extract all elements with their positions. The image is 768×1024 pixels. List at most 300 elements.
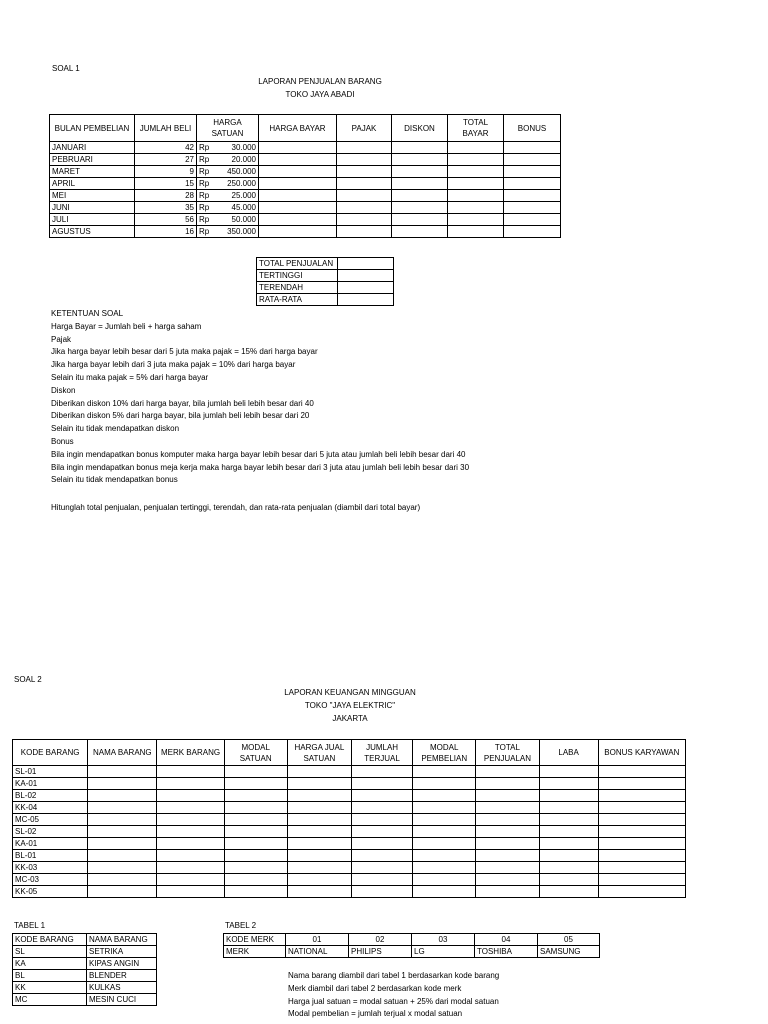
tabel1-label: TABEL 1 bbox=[14, 921, 46, 930]
sales-table bbox=[49, 114, 561, 238]
empty-cell bbox=[259, 190, 337, 202]
tabel1-cell: MC bbox=[13, 994, 87, 1006]
empty-cell bbox=[504, 190, 561, 202]
harga-value: 20.000 bbox=[231, 155, 256, 164]
finance-header: NAMA BARANG bbox=[88, 740, 157, 766]
summary-value bbox=[338, 270, 394, 282]
empty-cell bbox=[539, 802, 598, 814]
cell-harga bbox=[197, 190, 259, 202]
empty-cell bbox=[337, 214, 392, 226]
finance-header: TOTAL PENJUALAN bbox=[476, 740, 539, 766]
empty-cell bbox=[224, 838, 287, 850]
empty-cell bbox=[448, 226, 504, 238]
cell-harga bbox=[197, 202, 259, 214]
finance-header: BONUS KARYAWAN bbox=[598, 740, 685, 766]
empty-cell bbox=[157, 874, 224, 886]
empty-cell bbox=[476, 766, 539, 778]
tabel1-cell: KK bbox=[13, 982, 87, 994]
cell-kode-barang: BL-01 bbox=[13, 850, 88, 862]
tabel1-cell: KA bbox=[13, 958, 87, 970]
empty-cell bbox=[287, 838, 351, 850]
tabel1-row bbox=[13, 946, 157, 958]
empty-cell bbox=[448, 190, 504, 202]
empty-cell bbox=[224, 826, 287, 838]
empty-cell bbox=[88, 850, 157, 862]
harga-value: 350.000 bbox=[227, 227, 256, 236]
empty-cell bbox=[287, 802, 351, 814]
harga-value: 45.000 bbox=[231, 203, 256, 212]
currency-label: Rp bbox=[199, 179, 210, 188]
empty-cell bbox=[224, 814, 287, 826]
finance-header: HARGA JUAL SATUAN bbox=[287, 740, 351, 766]
empty-cell bbox=[157, 778, 224, 790]
empty-cell bbox=[287, 766, 351, 778]
empty-cell bbox=[504, 154, 561, 166]
harga-value: 450.000 bbox=[227, 167, 256, 176]
tabel2-cell: 02 bbox=[349, 934, 412, 946]
empty-cell bbox=[224, 850, 287, 862]
cell-bulan: APRIL bbox=[50, 178, 135, 190]
empty-cell bbox=[504, 166, 561, 178]
rule-line: Diskon bbox=[51, 385, 76, 395]
empty-cell bbox=[539, 778, 598, 790]
harga-value: 25.000 bbox=[231, 191, 256, 200]
empty-cell bbox=[539, 862, 598, 874]
empty-cell bbox=[88, 838, 157, 850]
empty-cell bbox=[224, 778, 287, 790]
empty-cell bbox=[598, 778, 685, 790]
empty-cell bbox=[337, 154, 392, 166]
empty-cell bbox=[413, 790, 476, 802]
rule-line: Bila ingin mendapatkan bonus komputer maka harga bayar lebih besar dari 5 juta atau jumlah beli lebih besar dari 40 bbox=[51, 449, 466, 459]
summary-row bbox=[257, 282, 394, 294]
empty-cell bbox=[157, 766, 224, 778]
empty-cell bbox=[259, 226, 337, 238]
tabel2-row bbox=[224, 946, 600, 958]
currency-label: Rp bbox=[199, 203, 210, 212]
currency-label: Rp bbox=[199, 191, 210, 200]
cell-kode-barang: KK-04 bbox=[13, 802, 88, 814]
empty-cell bbox=[224, 874, 287, 886]
empty-cell bbox=[413, 874, 476, 886]
finance-row bbox=[13, 850, 686, 862]
tabel1-cell: KULKAS bbox=[87, 982, 157, 994]
empty-cell bbox=[392, 178, 448, 190]
tabel1-header-row bbox=[13, 934, 157, 946]
empty-cell bbox=[88, 826, 157, 838]
cell-bulan: JUNI bbox=[50, 202, 135, 214]
empty-cell bbox=[157, 838, 224, 850]
empty-cell bbox=[224, 802, 287, 814]
finance-row bbox=[13, 874, 686, 886]
summary-value bbox=[338, 282, 394, 294]
tabel1-header: KODE BARANG bbox=[13, 934, 87, 946]
cell-jumlah: 9 bbox=[135, 166, 197, 178]
empty-cell bbox=[448, 142, 504, 154]
soal1-title: LAPORAN PENJUALAN BARANG bbox=[258, 77, 382, 86]
empty-cell bbox=[287, 874, 351, 886]
sales-row bbox=[50, 202, 561, 214]
empty-cell bbox=[413, 802, 476, 814]
summary-label: TOTAL PENJUALAN bbox=[257, 258, 338, 270]
empty-cell bbox=[413, 850, 476, 862]
tabel2-cell: SAMSUNG bbox=[538, 946, 600, 958]
cell-kode-barang: MC-03 bbox=[13, 874, 88, 886]
rule-line: Jika harga bayar lebih besar dari 5 juta maka pajak = 15% dari harga bayar bbox=[51, 347, 318, 357]
empty-cell bbox=[413, 814, 476, 826]
rule-line: KETENTUAN SOAL bbox=[51, 309, 124, 318]
rule-line: Selain itu tidak mendapatkan bonus bbox=[51, 475, 178, 485]
empty-cell bbox=[413, 862, 476, 874]
tabel2-cell: 04 bbox=[475, 934, 538, 946]
tabel2-cell: PHILIPS bbox=[349, 946, 412, 958]
soal1-label: SOAL 1 bbox=[52, 64, 80, 73]
cell-jumlah: 15 bbox=[135, 178, 197, 190]
empty-cell bbox=[598, 790, 685, 802]
rule-line: Diberikan diskon 10% dari harga bayar, bila jumlah beli lebih besar dari 40 bbox=[51, 398, 314, 408]
sales-row bbox=[50, 154, 561, 166]
cell-bulan: AGUSTUS bbox=[50, 226, 135, 238]
tabel2-label: TABEL 2 bbox=[225, 921, 257, 930]
empty-cell bbox=[337, 190, 392, 202]
empty-cell bbox=[351, 838, 412, 850]
empty-cell bbox=[224, 886, 287, 898]
empty-cell bbox=[539, 826, 598, 838]
empty-cell bbox=[504, 142, 561, 154]
rule-line: Pajak bbox=[51, 334, 72, 344]
empty-cell bbox=[88, 814, 157, 826]
finance-row bbox=[13, 778, 686, 790]
empty-cell bbox=[88, 790, 157, 802]
currency-label: Rp bbox=[199, 167, 210, 176]
finance-row bbox=[13, 790, 686, 802]
finance-table bbox=[12, 739, 686, 898]
empty-cell bbox=[88, 778, 157, 790]
finance-row bbox=[13, 838, 686, 850]
tabel2 bbox=[223, 933, 600, 958]
cell-kode-barang: KK-05 bbox=[13, 886, 88, 898]
empty-cell bbox=[539, 814, 598, 826]
empty-cell bbox=[539, 766, 598, 778]
cell-jumlah: 35 bbox=[135, 202, 197, 214]
empty-cell bbox=[598, 874, 685, 886]
cell-harga bbox=[197, 154, 259, 166]
empty-cell bbox=[476, 850, 539, 862]
empty-cell bbox=[539, 850, 598, 862]
cell-kode-barang: KA-01 bbox=[13, 838, 88, 850]
sales-row bbox=[50, 214, 561, 226]
empty-cell bbox=[88, 862, 157, 874]
empty-cell bbox=[351, 874, 412, 886]
empty-cell bbox=[392, 154, 448, 166]
empty-cell bbox=[259, 214, 337, 226]
empty-cell bbox=[224, 790, 287, 802]
soal2-city: JAKARTA bbox=[332, 714, 368, 723]
empty-cell bbox=[413, 886, 476, 898]
cell-harga bbox=[197, 142, 259, 154]
summary-row bbox=[257, 270, 394, 282]
empty-cell bbox=[351, 790, 412, 802]
empty-cell bbox=[337, 202, 392, 214]
note-line: Nama barang diambil dari tabel 1 berdasarkan kode barang bbox=[288, 971, 500, 980]
summary-label: TERENDAH bbox=[257, 282, 338, 294]
empty-cell bbox=[287, 850, 351, 862]
finance-row bbox=[13, 802, 686, 814]
empty-cell bbox=[392, 202, 448, 214]
rules-block bbox=[51, 308, 469, 487]
cell-jumlah: 16 bbox=[135, 226, 197, 238]
harga-value: 250.000 bbox=[227, 179, 256, 188]
tabel1-row bbox=[13, 970, 157, 982]
cell-kode-barang: SL-01 bbox=[13, 766, 88, 778]
empty-cell bbox=[157, 862, 224, 874]
soal2-subtitle: TOKO "JAYA ELEKTRIC" bbox=[304, 701, 396, 710]
note-line: Merk diambil dari tabel 2 berdasarkan kode merk bbox=[288, 983, 462, 993]
empty-cell bbox=[157, 802, 224, 814]
finance-header: MERK BARANG bbox=[157, 740, 224, 766]
soal2-title: LAPORAN KEUANGAN MINGGUAN bbox=[284, 688, 416, 697]
empty-cell bbox=[337, 226, 392, 238]
empty-cell bbox=[598, 862, 685, 874]
empty-cell bbox=[598, 886, 685, 898]
empty-cell bbox=[413, 778, 476, 790]
empty-cell bbox=[351, 886, 412, 898]
cell-harga bbox=[197, 166, 259, 178]
empty-cell bbox=[476, 874, 539, 886]
empty-cell bbox=[337, 166, 392, 178]
finance-row bbox=[13, 814, 686, 826]
empty-cell bbox=[476, 790, 539, 802]
finance-header: JUMLAH TERJUAL bbox=[351, 740, 412, 766]
summary-label: RATA-RATA bbox=[257, 294, 338, 306]
currency-label: Rp bbox=[199, 215, 210, 224]
sales-row bbox=[50, 226, 561, 238]
summary-value bbox=[338, 294, 394, 306]
tabel1 bbox=[12, 933, 157, 1006]
currency-label: Rp bbox=[199, 227, 210, 236]
empty-cell bbox=[598, 826, 685, 838]
finance-row bbox=[13, 766, 686, 778]
tabel2-cell: 05 bbox=[538, 934, 600, 946]
tabel1-cell: SETRIKA bbox=[87, 946, 157, 958]
finance-row bbox=[13, 862, 686, 874]
tabel1-cell: MESIN CUCI bbox=[87, 994, 157, 1006]
empty-cell bbox=[448, 178, 504, 190]
empty-cell bbox=[392, 142, 448, 154]
tabel2-row bbox=[224, 934, 600, 946]
cell-jumlah: 28 bbox=[135, 190, 197, 202]
empty-cell bbox=[413, 766, 476, 778]
header-pajak: PAJAK bbox=[337, 115, 392, 142]
empty-cell bbox=[287, 826, 351, 838]
tabel1-row bbox=[13, 994, 157, 1006]
empty-cell bbox=[476, 826, 539, 838]
empty-cell bbox=[287, 886, 351, 898]
header-harga-bayar: HARGA BAYAR bbox=[259, 115, 337, 142]
finance-header: LABA bbox=[539, 740, 598, 766]
cell-kode-barang: BL-02 bbox=[13, 790, 88, 802]
finance-row bbox=[13, 886, 686, 898]
header-total-bayar: TOTAL BAYAR bbox=[448, 115, 504, 142]
empty-cell bbox=[287, 778, 351, 790]
empty-cell bbox=[476, 778, 539, 790]
finance-header: MODAL PEMBELIAN bbox=[413, 740, 476, 766]
empty-cell bbox=[448, 202, 504, 214]
cell-jumlah: 42 bbox=[135, 142, 197, 154]
empty-cell bbox=[504, 226, 561, 238]
empty-cell bbox=[413, 838, 476, 850]
cell-bulan: MARET bbox=[50, 166, 135, 178]
header-jumlah-beli: JUMLAH BELI bbox=[135, 115, 197, 142]
tabel2-cell: 01 bbox=[286, 934, 349, 946]
empty-cell bbox=[259, 142, 337, 154]
soal2-label: SOAL 2 bbox=[14, 675, 42, 684]
tabel2-cell: MERK bbox=[224, 946, 286, 958]
header-harga-satuan: HARGA SATUAN bbox=[197, 115, 259, 142]
header-bulan-pembelian: BULAN PEMBELIAN bbox=[50, 115, 135, 142]
empty-cell bbox=[539, 790, 598, 802]
tabel1-header: NAMA BARANG bbox=[87, 934, 157, 946]
summary-row bbox=[257, 258, 394, 270]
empty-cell bbox=[259, 154, 337, 166]
empty-cell bbox=[539, 886, 598, 898]
empty-cell bbox=[539, 838, 598, 850]
empty-cell bbox=[88, 886, 157, 898]
empty-cell bbox=[448, 214, 504, 226]
empty-cell bbox=[504, 214, 561, 226]
sales-row bbox=[50, 178, 561, 190]
cell-kode-barang: KK-03 bbox=[13, 862, 88, 874]
empty-cell bbox=[337, 142, 392, 154]
rule-line: Diberikan diskon 5% dari harga bayar, bila jumlah beli lebih besar dari 20 bbox=[51, 411, 310, 421]
tabel1-cell: SL bbox=[13, 946, 87, 958]
sales-row bbox=[50, 142, 561, 154]
cell-harga bbox=[197, 214, 259, 226]
tabel2-cell: NATIONAL bbox=[286, 946, 349, 958]
empty-cell bbox=[259, 166, 337, 178]
cell-kode-barang: MC-05 bbox=[13, 814, 88, 826]
empty-cell bbox=[476, 862, 539, 874]
empty-cell bbox=[287, 862, 351, 874]
empty-cell bbox=[351, 802, 412, 814]
cell-jumlah: 56 bbox=[135, 214, 197, 226]
tabel2-cell: LG bbox=[412, 946, 475, 958]
empty-cell bbox=[88, 874, 157, 886]
cell-bulan: JULI bbox=[50, 214, 135, 226]
tabel1-cell: KIPAS ANGIN bbox=[87, 958, 157, 970]
empty-cell bbox=[392, 166, 448, 178]
empty-cell bbox=[504, 178, 561, 190]
empty-cell bbox=[287, 814, 351, 826]
empty-cell bbox=[539, 874, 598, 886]
empty-cell bbox=[351, 766, 412, 778]
empty-cell bbox=[598, 814, 685, 826]
empty-cell bbox=[157, 790, 224, 802]
empty-cell bbox=[598, 838, 685, 850]
sales-row bbox=[50, 166, 561, 178]
tabel1-row bbox=[13, 982, 157, 994]
tabel1-cell: BLENDER bbox=[87, 970, 157, 982]
empty-cell bbox=[88, 802, 157, 814]
empty-cell bbox=[476, 802, 539, 814]
empty-cell bbox=[413, 826, 476, 838]
tabel2-cell: 03 bbox=[412, 934, 475, 946]
finance-row bbox=[13, 826, 686, 838]
cell-kode-barang: KA-01 bbox=[13, 778, 88, 790]
rule-line: Bila ingin mendapatkan bonus meja kerja maka harga bayar lebih besar dari 3 juta atau jumlah beli lebih besar dari 30 bbox=[51, 462, 470, 472]
empty-cell bbox=[351, 826, 412, 838]
summary-table bbox=[256, 257, 394, 306]
sales-row bbox=[50, 190, 561, 202]
empty-cell bbox=[157, 850, 224, 862]
note-line: Harga jual satuan = modal satuan + 25% dari modal satuan bbox=[288, 996, 499, 1006]
empty-cell bbox=[224, 766, 287, 778]
empty-cell bbox=[337, 178, 392, 190]
rule-line: Jika harga bayar lebih dari 3 juta maka pajak = 10% dari harga bayar bbox=[51, 360, 296, 370]
note-line: Modal pembelian = jumlah terjual x modal satuan bbox=[288, 1009, 463, 1019]
header-diskon: DISKON bbox=[392, 115, 448, 142]
empty-cell bbox=[157, 814, 224, 826]
tabel2-cell: TOSHIBA bbox=[475, 946, 538, 958]
cell-kode-barang: SL-02 bbox=[13, 826, 88, 838]
cell-harga bbox=[197, 226, 259, 238]
rule-line: Selain itu tidak mendapatkan diskon bbox=[51, 424, 180, 434]
empty-cell bbox=[224, 862, 287, 874]
tabel2-cell: KODE MERK bbox=[224, 934, 286, 946]
empty-cell bbox=[259, 202, 337, 214]
empty-cell bbox=[351, 862, 412, 874]
empty-cell bbox=[287, 790, 351, 802]
empty-cell bbox=[392, 226, 448, 238]
empty-cell bbox=[351, 850, 412, 862]
empty-cell bbox=[351, 814, 412, 826]
summary-row bbox=[257, 294, 394, 306]
empty-cell bbox=[504, 202, 561, 214]
cell-bulan: JANUARI bbox=[50, 142, 135, 154]
empty-cell bbox=[598, 850, 685, 862]
cell-bulan: PEBRUARI bbox=[50, 154, 135, 166]
rule-line: Harga Bayar = Jumlah beli + harga saham bbox=[51, 321, 202, 331]
header-bonus: BONUS bbox=[504, 115, 561, 142]
empty-cell bbox=[259, 178, 337, 190]
tabel1-cell: BL bbox=[13, 970, 87, 982]
empty-cell bbox=[88, 766, 157, 778]
empty-cell bbox=[157, 886, 224, 898]
cell-harga bbox=[197, 178, 259, 190]
summary-label: TERTINGGI bbox=[257, 270, 338, 282]
currency-label: Rp bbox=[199, 155, 210, 164]
finance-header: MODAL SATUAN bbox=[224, 740, 287, 766]
notes-block bbox=[288, 970, 499, 1021]
empty-cell bbox=[392, 214, 448, 226]
empty-cell bbox=[392, 190, 448, 202]
summary-value bbox=[338, 258, 394, 270]
empty-cell bbox=[598, 766, 685, 778]
cell-jumlah: 27 bbox=[135, 154, 197, 166]
harga-value: 50.000 bbox=[231, 215, 256, 224]
cell-bulan: MEI bbox=[50, 190, 135, 202]
empty-cell bbox=[476, 814, 539, 826]
tabel1-row bbox=[13, 958, 157, 970]
empty-cell bbox=[448, 166, 504, 178]
empty-cell bbox=[157, 826, 224, 838]
soal1-task: Hitunglah total penjualan, penjualan tertinggi, terendah, dan rata-rata penjualan (diambil dari total bayar) bbox=[51, 503, 421, 512]
empty-cell bbox=[448, 154, 504, 166]
soal1-subtitle: TOKO JAYA ABADI bbox=[285, 90, 355, 99]
finance-header: KODE BARANG bbox=[13, 740, 88, 766]
empty-cell bbox=[476, 886, 539, 898]
empty-cell bbox=[598, 802, 685, 814]
